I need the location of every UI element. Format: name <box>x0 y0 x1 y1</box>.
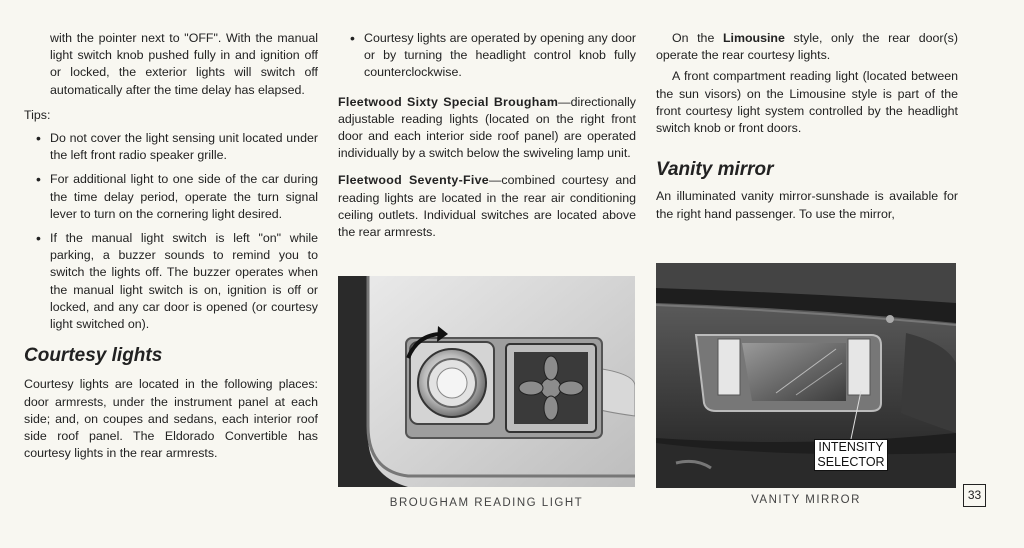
tips-list <box>24 130 318 333</box>
vanity-photo-caption: VANITY MIRROR <box>751 494 861 506</box>
brougham-paragraph <box>338 94 636 163</box>
limousine-text-post: style, only the rear door(s) operate the rear courtesy lights. <box>656 31 959 63</box>
vanity-mirror-paragraph: An illuminated vanity mirror-sunshade is available for the right hand passenger. To use the mirror, <box>656 189 958 221</box>
vanity-mirror-photo <box>656 263 956 488</box>
column-right <box>656 30 958 223</box>
vanity-mirror-heading: Vanity mirror <box>656 159 774 181</box>
page-number: 33 <box>963 484 986 507</box>
front-compartment-paragraph: A front compartment reading light (located between the sun visors) on the Limousine style is part of the front courtesy light system controlled by the headlight switch knob or front doors. <box>656 69 958 136</box>
courtesy-lights-heading: Courtesy lights <box>24 345 163 367</box>
courtesy-bullet-list <box>338 30 636 82</box>
tip-item: • Do not cover the light sensing unit located under the left front radio speaker grille. <box>24 130 318 164</box>
tips-label: Tips: <box>24 107 51 122</box>
limousine-bold: Limousine <box>722 31 785 45</box>
brougham-reading-light-photo <box>338 276 635 487</box>
seventy-five-paragraph <box>338 172 636 241</box>
limousine-text-pre: On the <box>672 31 723 45</box>
brougham-photo-caption: BROUGHAM READING LIGHT <box>389 497 584 509</box>
tip-item: • If the manual light switch is left "on" while parking, a buzzer sounds to remind you to switch the lights off. The buzzer operates when the manual light switch is on, ignition is off or locked, and any car door is opened (or courtesy light switched on). <box>24 230 318 333</box>
brougham-description: —directionally adjustable reading lights (located on the right front door and each interior side roof panel) are operated individually by a switch below the swiveling lamp unit. <box>338 94 636 161</box>
intro-paragraph: with the pointer next to "OFF". With the manual light switch knob pushed fully in and ignition off or locked, the exterior lights will switch off automatically after the time delay has elapsed. <box>50 31 318 97</box>
column-left <box>24 30 318 462</box>
brougham-model-name: Fleetwood Sixty Special Brougham <box>338 94 559 109</box>
courtesy-bullet: • Courtesy lights are operated by opening any door or by turning the headlight control knob fully counterclockwise. <box>338 30 636 82</box>
column-middle <box>338 30 636 241</box>
callout-line: SELECTOR <box>817 455 885 469</box>
callout-line: INTENSITY <box>818 440 884 454</box>
seventy-five-model-name: Fleetwood Seventy-Five <box>338 173 489 188</box>
courtesy-lights-paragraph: Courtesy lights are located in the following places: door armrests, under the instrument panel at each side; and, on coupes and sedans, each interior roof side roof panel. The Eldorado Convertible has courtesy lights in the rear armrests. <box>24 377 318 461</box>
intensity-selector-label <box>814 439 888 471</box>
limousine-paragraph <box>656 30 958 64</box>
tip-item: • For additional light to one side of the car during the time delay period, operate the turn signal lever to turn on the cornering light desired. <box>24 171 318 223</box>
seventy-five-description: —combined courtesy and reading lights are located in the rear air conditioning ceiling outlets. Individual switches are located above the rear armrests. <box>338 173 636 240</box>
